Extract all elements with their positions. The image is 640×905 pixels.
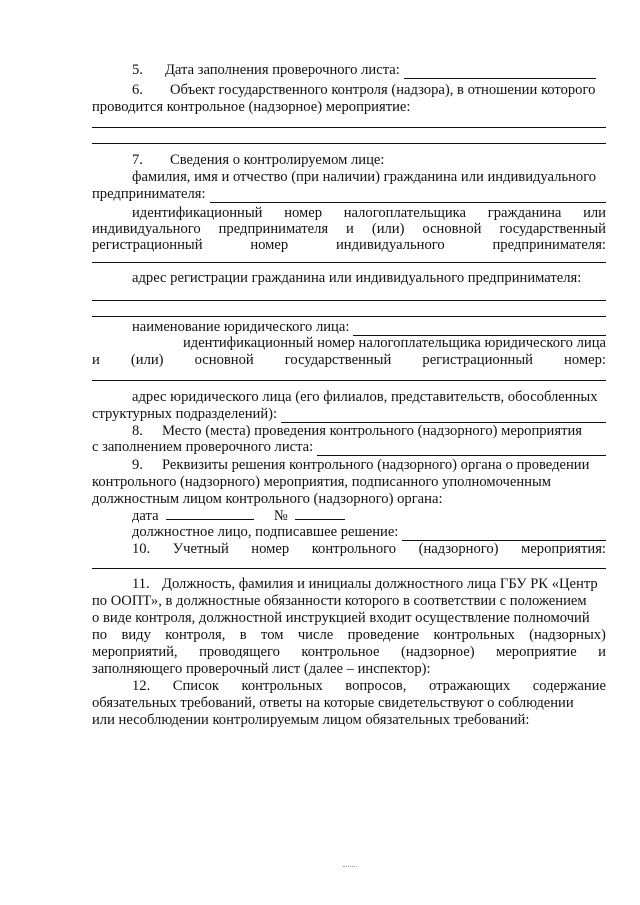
inn-line-3 [92, 236, 606, 254]
word: виду [121, 627, 151, 643]
item-8-fill-line [317, 442, 606, 456]
word: и [92, 352, 100, 368]
word: государственный [284, 352, 392, 368]
addr-line [92, 269, 606, 287]
word: в [239, 627, 247, 643]
item-8-line-2 [92, 438, 606, 456]
inn-fill-line [92, 262, 606, 263]
word: номер [284, 205, 323, 221]
word: контрольное [301, 644, 380, 660]
word: (надзорного) [418, 541, 499, 557]
word: числе [297, 627, 334, 643]
item-11-line-3: о виде контроля, должностной инструкцией входит осуществление полномочий [92, 610, 590, 626]
item-6-fill-line-2 [92, 143, 606, 144]
word: и [598, 644, 606, 660]
item-8-text-1: Место (места) проведения контрольного (надзорного) мероприятия [162, 423, 582, 439]
item-7-number: 7. [132, 152, 143, 168]
item-12-line-3: или несоблюдении контролируемым лицом обязательных требований: [92, 712, 530, 728]
item-11-line-4 [92, 626, 606, 644]
org-addr-fill-line [281, 409, 606, 423]
item-5-number: 5. [132, 62, 143, 78]
item-6-line-2: проводится контрольное (надзорное) мероприятие: [92, 99, 411, 115]
item-6-fill-line-1 [92, 127, 606, 128]
fio-label-1: фамилия, имя и отчество (при наличии) гражданина или индивидуального [132, 169, 597, 185]
word: (или) [130, 352, 164, 368]
fio-line-1 [92, 168, 606, 186]
addr-fill-line-1 [92, 300, 606, 301]
item-5-fill-line [404, 65, 596, 79]
word: контрольного [311, 541, 397, 557]
item-10-fill-line [92, 568, 606, 569]
item-11-line-6: заполняющего проверочный лист (далее – инспектор): [92, 661, 431, 677]
word: контрольных [241, 678, 323, 694]
official-line [132, 523, 606, 541]
word: гражданина [487, 205, 562, 221]
org-addr-line-1 [92, 388, 606, 406]
word: или [583, 205, 606, 221]
word: содержание [532, 678, 606, 694]
item-11-line-2: по ООПТ», в должностные обязанности которого в соответствии с положением [92, 593, 587, 609]
item-5-label: Дата заполнения проверочного листа: [164, 62, 400, 78]
word: мероприятие [496, 644, 577, 660]
item-6-text-1: Объект государственного контроля (надзора), в отношении которого [170, 82, 596, 98]
word: мероприятия: [521, 541, 606, 557]
word: индивидуального [92, 221, 201, 237]
item-5 [92, 61, 606, 79]
word: проведение [347, 627, 420, 643]
item-6-line-1 [92, 81, 606, 99]
word: основной [422, 221, 482, 237]
word: мероприятий, [92, 644, 178, 660]
org-inn-label-1: идентификационный номер налогоплательщика юридического лица [182, 335, 606, 351]
item-9-line-3: должностным лицом контрольного (надзорного) органа: [92, 491, 443, 507]
item-7-title-text: Сведения о контролируемом лице: [170, 152, 385, 168]
item-10-line [132, 540, 606, 558]
decision-number-fill-line [295, 506, 345, 520]
word: проводящего [199, 644, 280, 660]
word: (надзорных) [529, 627, 606, 643]
item-12-line-2: обязательных требований, ответы на которые свидетельствуют о соблюдении [92, 695, 574, 711]
item-9-line-1 [92, 456, 606, 474]
word: контроля, [165, 627, 226, 643]
fio-fill-line [210, 189, 607, 203]
word: (или) [371, 221, 405, 237]
org-inn-fill-line [92, 380, 606, 381]
word: и [346, 221, 354, 237]
item-12-line-1 [132, 677, 606, 695]
item-10-number: 10. [132, 541, 151, 557]
item-11-line-1 [92, 575, 606, 593]
item-9-line-2: контрольного (надзорного) мероприятия, подписанного уполномоченным [92, 474, 552, 490]
item-12-number: 12. [132, 678, 151, 694]
org-addr-label-1: адрес юридического лица (его филиалов, представительств, обособленных [132, 389, 598, 405]
item-6-number: 6. [132, 82, 143, 98]
item-8-text-2: с заполнением проверочного листа: [92, 439, 314, 455]
word: контрольных [433, 627, 515, 643]
word: номер [250, 237, 289, 253]
word: том [261, 627, 284, 643]
decision-date-line [132, 506, 606, 524]
fio-label-2: предпринимателя: [92, 186, 206, 202]
word: Список [172, 678, 219, 694]
addr-fill-line-2 [92, 316, 606, 317]
org-addr-line-2 [92, 405, 606, 423]
item-11-text-1: Должность, фамилия и инициалы должностного лица ГБУ РК «Центр [162, 576, 598, 592]
org-inn-line-2 [92, 351, 606, 369]
official-label: должностное лицо, подписавшее решение: [132, 524, 399, 540]
date-fill-line [166, 506, 254, 520]
number-sign-label: № [273, 508, 288, 524]
addr-label: адрес регистрации гражданина или индивидуального предпринимателя: [132, 270, 582, 286]
word: идентификационный [132, 205, 263, 221]
org-inn-line-1 [132, 334, 606, 352]
item-11-line-5 [92, 643, 606, 661]
word: номер [251, 541, 290, 557]
word: налогоплательщика [343, 205, 467, 221]
word: отражающих [428, 678, 511, 694]
word: по [92, 627, 108, 643]
official-fill-line [402, 527, 606, 541]
word: индивидуального [336, 237, 445, 253]
scan-artifact-mark [343, 866, 357, 867]
word: регистрационный [92, 237, 203, 253]
word: Учетный [172, 541, 229, 557]
word: предпринимателя [218, 221, 329, 237]
word: регистрационный [422, 352, 533, 368]
item-8-number: 8. [132, 423, 143, 439]
word: предпринимателя: [492, 237, 606, 253]
word: (надзорное) [400, 644, 475, 660]
org-name-label: наименование юридического лица: [132, 319, 350, 335]
word: государственный [499, 221, 606, 237]
item-11-number: 11. [132, 576, 150, 592]
word: вопросов, [345, 678, 407, 694]
fio-line-2 [92, 185, 606, 203]
item-7-title [92, 151, 606, 169]
item-9-number: 9. [132, 457, 143, 473]
item-9-text-1: Реквизиты решения контрольного (надзорного) органа о проведении [162, 457, 590, 473]
org-addr-label-2: структурных подразделений): [92, 406, 278, 422]
word: номер: [564, 352, 606, 368]
word: основной [194, 352, 254, 368]
date-label: дата [132, 508, 159, 524]
